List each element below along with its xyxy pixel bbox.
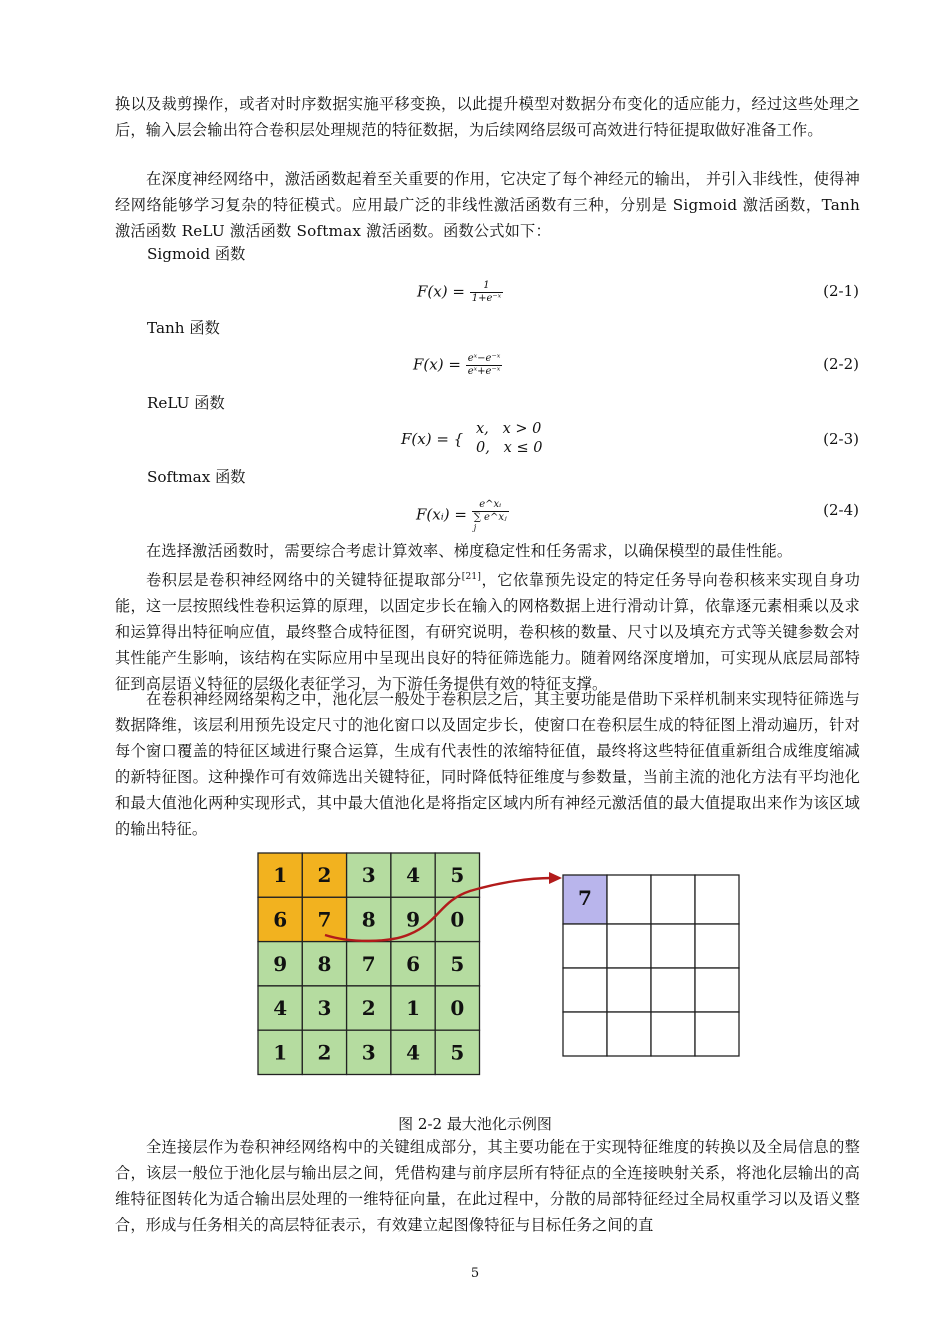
equation-number: (2-4) <box>823 501 859 519</box>
eq-lhs: F(x) = <box>413 355 461 374</box>
input-cell-value: 2 <box>317 1040 332 1065</box>
eq-fraction <box>466 353 503 378</box>
input-cell-value: 1 <box>273 863 288 888</box>
input-cell-value: 2 <box>317 863 332 888</box>
eq-case-positive: x, x > 0 <box>476 421 542 437</box>
eq-fraction <box>470 280 504 305</box>
paragraph-pooling-layer: 在卷积神经网络架构之中，池化层一般处于卷积层之后，其主要功能是借助下采样机制来实现特征筛选与数据降维，该层利用预先设定尺寸的池化窗口以及固定步长，使窗口在卷积层生成的特征图上滑动遍历，针对每个窗口覆盖的特征区域进行聚合运算，生成有代表性的浓缩特征值，最终将这些特征值重新组合成维度缩减的新特征图。这种操作可有效筛选出关键特征，同时降低特征维度与参数量，当前主流的池化方法有平均池化和最大值池化两种实现形式，其中最大值池化是将指定区域内所有神经元激活值的最大值提取出来作为该区域的输出特征。 <box>115 690 860 838</box>
input-cell-value: 5 <box>450 951 465 976</box>
sigmoid-label: Sigmoid 函数 <box>147 245 246 263</box>
eq-denominator: ∑ e^xⱼ <box>473 512 507 523</box>
equation-number: (2-1) <box>823 282 859 300</box>
output-cell <box>563 924 607 968</box>
page-number: 5 <box>470 1266 480 1281</box>
eq-numerator: 1 <box>470 280 504 293</box>
output-cell <box>563 1012 607 1056</box>
max-pooling-figure <box>0 846 950 1106</box>
eq-case-nonpositive: 0, x ≤ 0 <box>476 440 543 456</box>
input-cell-value: 9 <box>406 907 421 932</box>
paragraph-activation-choice: 在选择激活函数时，需要综合考虑计算效率、梯度稳定性和任务需求，以确保模型的最佳性能。 <box>146 542 793 560</box>
output-feature-map <box>563 875 739 1056</box>
input-cell-value: 4 <box>273 996 288 1021</box>
output-cell <box>607 875 651 924</box>
paragraph-input-layer: 换以及裁剪操作，或者对时序数据实施平移变换，以此提升模型对数据分布变化的适应能力，经过这些处理之后，输入层会输出符合卷积层处理规范的特征数据，为后续网络层级可高效进行特征提取做好准备工作。 <box>115 95 860 139</box>
input-cell-value: 4 <box>406 863 421 888</box>
equation-tanh <box>0 345 950 385</box>
tanh-label: Tanh 函数 <box>147 319 220 337</box>
output-cell <box>695 968 739 1012</box>
conv-text-b: ，它依靠预先设定的特定任务导向卷积核来实现自身功能，这一层按照线性卷积运算的原理，以固定步长在输入的网格数据上进行滑动计算，依靠逐元素相乘以及求和运算得出特征响应值，最终整合成特征图，有研究说明，卷积核的数量、尺寸以及填充方式等关键参数会对其性能产生影响，该结构在实际应用中呈现出良好的特征筛选能力。随着网络深度增加，可实现从底层局部特征到高层语义特征的层级化表征学习，为下游任务提供有效的特征支撑。 <box>115 571 860 694</box>
input-cell-value: 7 <box>317 907 332 932</box>
equation-relu <box>0 420 950 460</box>
input-cell-value: 1 <box>406 996 421 1021</box>
paragraph-fc-layer: 全连接层作为卷积神经网络构中的关键组成部分，其主要功能在于实现特征维度的转换以及全局信息的整合，该层一般位于池化层与输出层之间，凭借构建与前序层所有特征点的全连接映射关系，将池化层输出的高维特征图转化为适合输出层处理的一维特征向量，在此过程中，分散的局部特征经过全局权重学习以及语义整合，形成与任务相关的高层特征表示，有效建立起图像特征与目标任务之间的直 <box>115 1138 860 1234</box>
input-cell-value: 6 <box>273 907 288 932</box>
output-cell <box>651 924 695 968</box>
output-cell <box>695 1012 739 1056</box>
paragraph-activation-intro: 在深度神经网络中，激活函数起着至关重要的作用，它决定了每个神经元的输出， 并引入非线性，使得神经网络能够学习复杂的特征模式。应用最广泛的非线性激活函数有三种，分别是 Sigmoid 激活函数，Tanh 激活函数 ReLU 激活函数 Softmax 激活函数。函数公式如下： <box>115 170 860 240</box>
input-cell-value: 9 <box>273 951 288 976</box>
conv-text-a: 卷积层是卷积神经网络中的关键特征提取部分 <box>146 571 462 590</box>
citation-ref: [21] <box>461 572 482 582</box>
input-cell-value: 5 <box>450 1040 465 1065</box>
equation-number: (2-3) <box>823 430 859 448</box>
input-cell-value: 1 <box>273 1040 288 1065</box>
output-cell <box>563 968 607 1012</box>
input-feature-map <box>258 853 480 1075</box>
eq-numerator: e^xᵢ <box>472 499 509 512</box>
output-cell <box>651 968 695 1012</box>
relu-label: ReLU 函数 <box>147 394 225 412</box>
figure-caption: 图 2-2 最大池化示例图 <box>398 1115 552 1133</box>
input-cell-value: 2 <box>361 996 376 1021</box>
input-cell-value: 0 <box>450 996 465 1021</box>
eq-lhs: F(x) = <box>417 282 465 301</box>
input-cell-value: 6 <box>406 951 421 976</box>
eq-lhs: F(x) = { <box>401 430 464 448</box>
input-cell-value: 8 <box>361 907 376 932</box>
output-cell <box>651 875 695 924</box>
input-cell-value: 0 <box>450 907 465 932</box>
output-cell-value: 7 <box>578 886 592 910</box>
eq-denominator: eˣ+e⁻ˣ <box>467 366 501 377</box>
eq-denominator: 1+e⁻ˣ <box>471 293 502 304</box>
input-cell-value: 4 <box>406 1040 421 1065</box>
input-cell-value: 8 <box>317 951 332 976</box>
softmax-label: Softmax 函数 <box>147 468 246 486</box>
input-cell-value: 3 <box>361 863 376 888</box>
arrow-head-icon <box>549 872 562 884</box>
eq-sum-index: j <box>473 523 477 532</box>
output-cell <box>607 1012 651 1056</box>
eq-numerator: eˣ−e⁻ˣ <box>467 353 501 364</box>
input-cell-value: 5 <box>450 863 465 888</box>
eq-fraction <box>472 499 509 532</box>
input-cell-value: 3 <box>361 1040 376 1065</box>
output-cell <box>607 924 651 968</box>
output-cell <box>695 875 739 924</box>
paragraph-conv-layer <box>115 564 860 697</box>
output-cell <box>695 924 739 968</box>
eq-lhs: F(xᵢ) = <box>416 505 467 524</box>
input-cell-value: 7 <box>361 951 376 976</box>
equation-sigmoid <box>0 272 950 312</box>
equation-softmax <box>0 491 950 531</box>
input-cell-value: 3 <box>317 996 332 1021</box>
output-cell <box>651 1012 695 1056</box>
equation-number: (2-2) <box>823 355 859 373</box>
output-cell <box>607 968 651 1012</box>
